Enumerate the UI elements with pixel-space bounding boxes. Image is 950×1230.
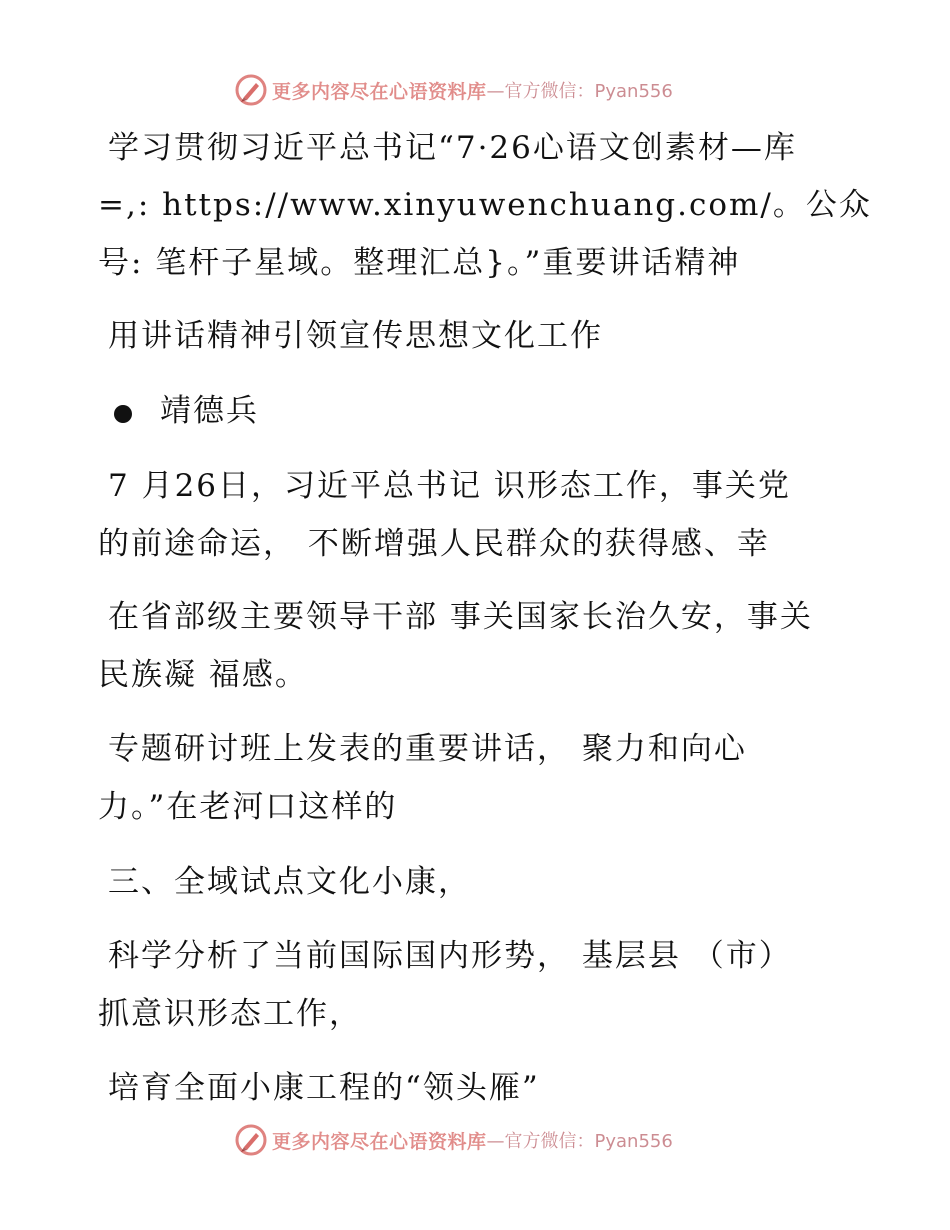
body-line-6: 7 月26日，习近平总书记 识形态工作，事关党 [108,468,791,504]
pen-logo-icon [234,1123,268,1157]
body-line-14: 抓意识形态工作， [98,996,362,1032]
body-line-4: 用讲话精神引领宣传思想文化工作 [108,318,603,354]
body-line-2: =,: https://www.xinyuwenchuang.com/。公众 [98,187,872,223]
body-line-12: 三、全域试点文化小康， [108,864,471,900]
banner-sub-text: —官方微信：Pyan556 [486,81,673,102]
banner-sub-text: —官方微信：Pyan556 [486,1131,673,1152]
pen-logo-icon [234,73,268,107]
body-line-10: 专题研讨班上发表的重要讲话， 聚力和向心 [108,731,747,767]
footer-watermark-banner [234,1122,714,1158]
banner-main-text: 更多内容尽在心语资料库 [272,80,487,103]
body-line-3: 号: 笔杆子星域。整理汇总}。”重要讲话精神 [98,245,741,281]
author-name: 靖德兵 [160,393,259,429]
bullet-dot-icon [114,405,132,423]
body-line-13: 科学分析了当前国际国内形势， 基层县 （市） [108,938,792,974]
body-line-8: 在省部级主要领导干部 事关国家长治久安，事关 [108,599,813,635]
body-line-15: 培育全面小康工程的“领头雁” [108,1070,540,1106]
body-line-7: 的前途命运， 不断增强人民群众的获得感、幸 [98,526,770,562]
body-line-11: 力。”在老河口这样的 [98,789,398,825]
body-line-1: 学习贯彻习近平总书记“7·26心语文创素材—库 [108,130,797,166]
body-line-9: 民族凝 福感。 [98,657,308,693]
header-watermark-banner [234,72,714,108]
banner-main-text: 更多内容尽在心语资料库 [272,1130,487,1153]
